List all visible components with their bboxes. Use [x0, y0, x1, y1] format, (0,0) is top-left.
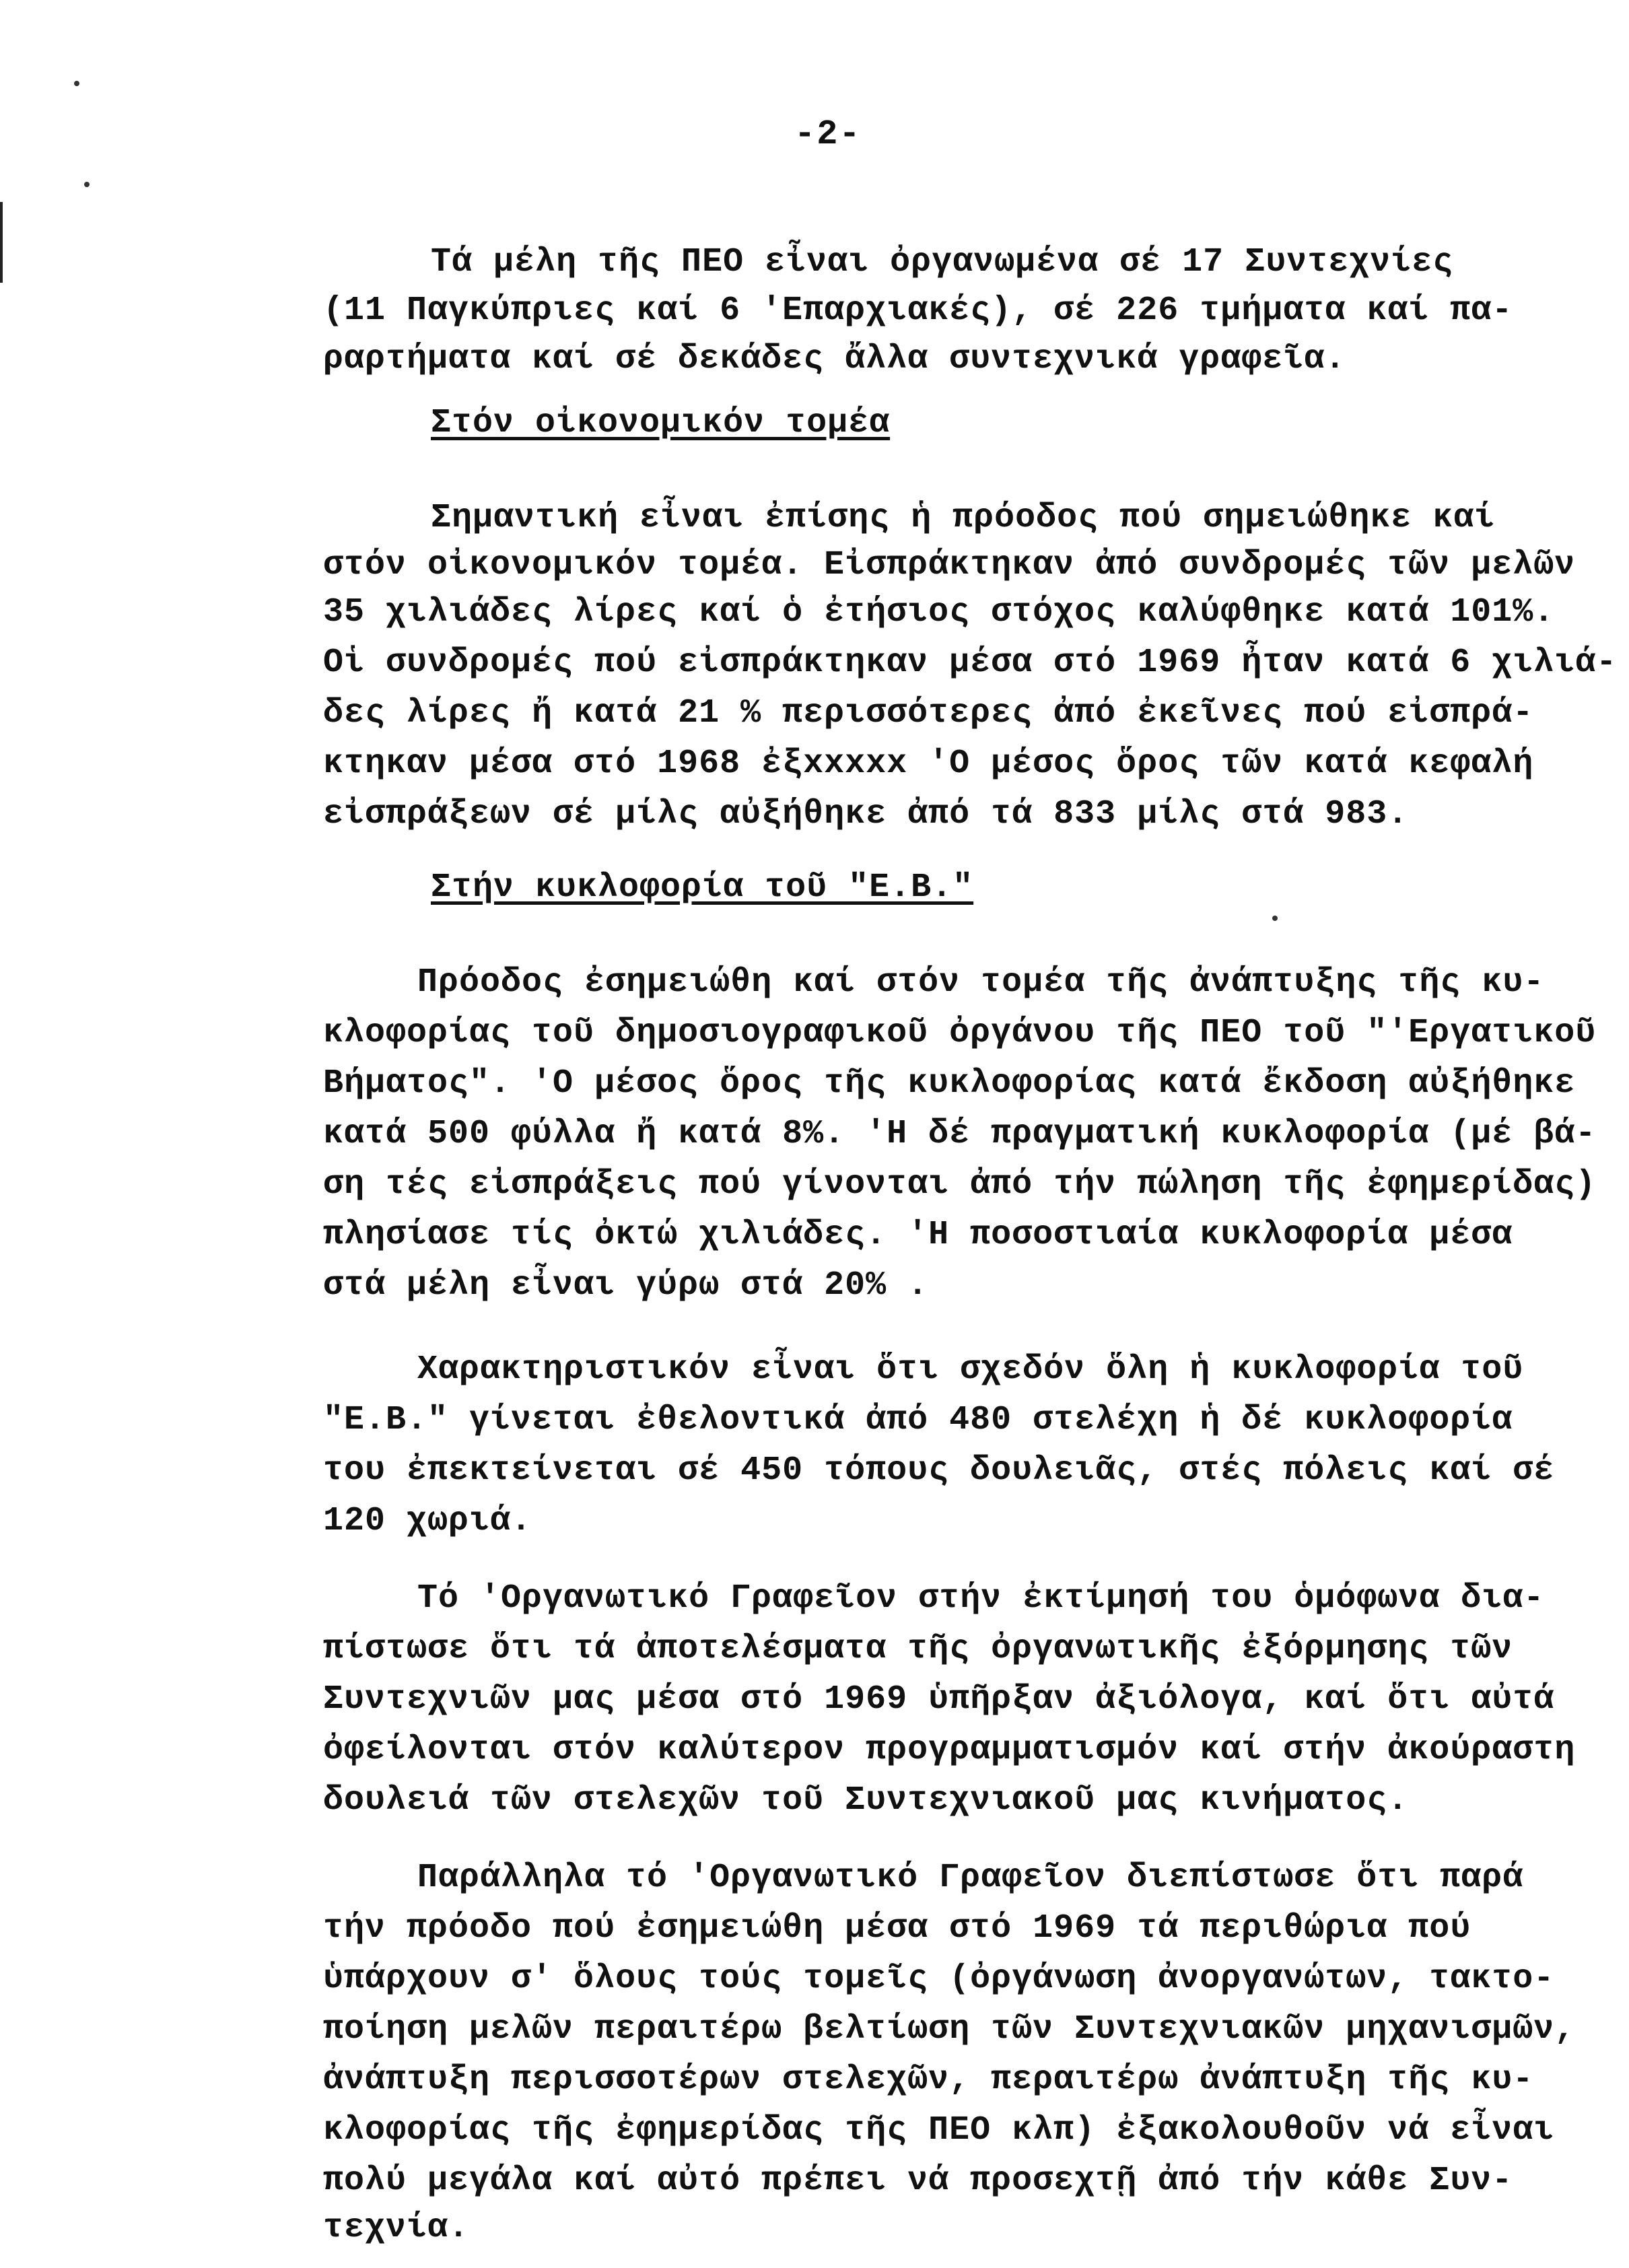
text-line: τεχνία. — [323, 2209, 470, 2247]
text-line: Χαρακτηριστικόν εἶναι ὅτι σχεδόν ὅλη ἡ κυκλοφορία τοῦ — [417, 1350, 1524, 1389]
section-heading-circulation: Στήν κυκλοφορία τοῦ "Ε.Β." — [431, 868, 974, 907]
text-line: Σημαντική εἶναι ἐπίσης ἡ πρόοδος πού σημειώθηκε καί — [431, 499, 1496, 537]
text-line: του ἐπεκτείνεται σέ 450 τόπους δουλειᾶς, στές πόλεις καί σέ — [323, 1451, 1555, 1490]
text-line: 35 χιλιάδες λίρες καί ὁ ἐτήσιος στόχος καλύφθηκε κατά 101%. — [323, 593, 1555, 631]
text-line: ποίηση μελῶν περαιτέρω βελτίωση τῶν Συντεχνιακῶν μηχανισμῶν, — [323, 2010, 1576, 2049]
text-line: (11 Παγκύπριες καί 6 'Επαρχιακές), σέ 226 τμήματα καί πα- — [323, 291, 1513, 330]
text-line: 120 χωριά. — [323, 1502, 532, 1540]
text-line: Πρόοδος ἐσημειώθη καί στόν τομέα τῆς ἀνάπτυξης τῆς κυ- — [417, 963, 1545, 1002]
text-line: κατά 500 φύλλα ἤ κατά 8%. 'Η δέ πραγματική κυκλοφορία (μέ βά- — [323, 1115, 1597, 1153]
left-margin-mark — [0, 202, 3, 283]
text-line: ἀνάπτυξη περισσοτέρων στελεχῶν, περαιτέρω ἀνάπτυξη τῆς κυ- — [323, 2061, 1534, 2099]
text-line: πολύ μεγάλα καί αὐτό πρέπει νά προσεχτῇ ἀπό τήν κάθε Συν- — [323, 2162, 1513, 2200]
text-line: "Ε.Β." γίνεται ἐθελοντικά ἀπό 480 στελέχη ἡ δέ κυκλοφορία — [323, 1401, 1513, 1439]
text-line: στά μέλη εἶναι γύρω στά 20% . — [323, 1266, 929, 1305]
text-line: δουλειά τῶν στελεχῶν τοῦ Συντεχνιακοῦ μας κινήματος. — [323, 1781, 1409, 1820]
text-line: κτηκαν μέσα στό 1968 ἐξxxxxx 'Ο μέσος ὅρος τῶν κατά κεφαλή — [323, 745, 1534, 783]
text-line: Παράλληλα τό 'Οργανωτικό Γραφεῖον διεπίστωσε ὅτι παρά — [417, 1859, 1524, 1897]
text-line: Τά μέλη τῆς ΠΕΟ εἶναι ὀργανωμένα σέ 17 Συντεχνίες — [431, 243, 1454, 281]
section-heading-economic: Στόν οἰκονομικόν τομέα — [431, 404, 891, 442]
text-line: δες λίρες ἤ κατά 21 % περισσότερες ἀπό ἐκεῖνες πού εἰσπρά- — [323, 694, 1534, 732]
text-line: πίστωσε ὅτι τά ἀποτελέσματα τῆς ὀργανωτικῆς ἐξόρμησης τῶν — [323, 1630, 1513, 1668]
text-line: Τό 'Οργανωτικό Γραφεῖον στήν ἐκτίμησή του ὁμόφωνα δια- — [417, 1579, 1545, 1618]
scan-speck — [74, 81, 79, 86]
text-line: πλησίασε τίς ὀκτώ χιλιάδες. 'Η ποσοστιαία κυκλοφορία μέσα — [323, 1216, 1513, 1254]
text-line: ση τές εἰσπράξεις πού γίνονται ἀπό τήν πώληση τῆς ἐφημερίδας) — [323, 1165, 1597, 1204]
text-line: ὀφείλονται στόν καλύτερον προγραμματισμόν καί στήν ἀκούραστη — [323, 1731, 1576, 1769]
page-number: -2- — [794, 114, 862, 154]
text-line: κλοφορίας τῆς ἐφημερίδας τῆς ΠΕΟ κλπ) ἐξακολουθοῦν νά εἶναι — [323, 2111, 1555, 2150]
text-line: στόν οἰκονομικόν τομέα. Εἰσπράκτηκαν ἀπό συνδρομές τῶν μελῶν — [323, 546, 1576, 584]
text-line: εἰσπράξεων σέ μίλς αὐξήθηκε ἀπό τά 833 μίλς στά 983. — [323, 795, 1409, 833]
text-line: κλοφορίας τοῦ δημοσιογραφικοῦ ὀργάνου τῆς ΠΕΟ τοῦ "'Εργατικοῦ — [323, 1014, 1597, 1052]
scan-speck — [1272, 916, 1278, 921]
text-line: Συντεχνιῶν μας μέσα στό 1969 ὑπῆρξαν ἀξιόλογα, καί ὅτι αὐτά — [323, 1680, 1555, 1719]
scan-speck — [84, 182, 90, 187]
text-line: ὑπάρχουν σ' ὅλους τούς τομεῖς (ὀργάνωση ἀνοργανώτων, τακτο- — [323, 1960, 1555, 1998]
text-line: Οἱ συνδρομές πού εἰσπράκτηκαν μέσα στό 1969 ἦταν κατά 6 χιλιά- — [323, 644, 1618, 682]
text-line: τήν πρόοδο πού ἐσημειώθη μέσα στό 1969 τά περιθώρια πού — [323, 1909, 1471, 1948]
text-line: Βήματος". 'Ο μέσος ὅρος τῆς κυκλοφορίας κατά ἔκδοση αὐξήθηκε — [323, 1064, 1576, 1103]
text-line: ραρτήματα καί σέ δεκάδες ἄλλα συντεχνικά γραφεῖα. — [323, 340, 1346, 378]
